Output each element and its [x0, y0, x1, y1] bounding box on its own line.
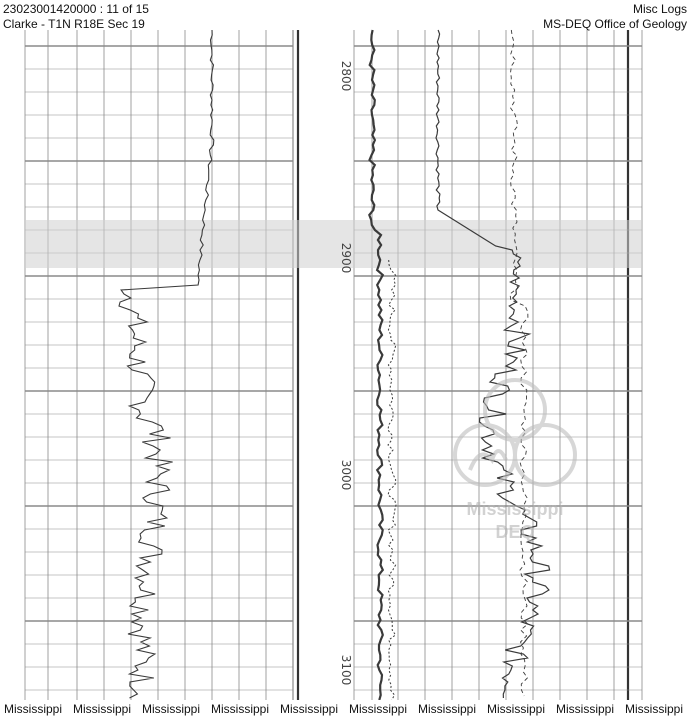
right-track-dotted-curve	[388, 260, 396, 700]
footer-word: Mississippi	[142, 702, 201, 716]
agency-label: MS-DEQ Office of Geology	[543, 17, 687, 31]
depth-label-2800	[339, 61, 353, 92]
watermark-line1: Mississippi	[466, 499, 564, 519]
svg-text:2800: 2800	[339, 60, 353, 92]
right-track-thick-curve	[369, 30, 383, 700]
svg-text:3000: 3000	[339, 459, 353, 491]
log-grid	[25, 30, 642, 700]
svg-text:2900: 2900	[339, 242, 353, 274]
footer-word: Mississippi	[73, 702, 132, 716]
record-id: 23023001420000 : 11 of 15	[3, 2, 149, 16]
location-label: Clarke - T1N R18E Sec 19	[3, 17, 145, 31]
footer-word: Mississippi	[349, 702, 408, 716]
footer-word: Mississippi	[487, 702, 546, 716]
watermark-line2: DEQ	[495, 522, 535, 542]
footer-word: Mississippi	[625, 702, 684, 716]
footer-word: Mississippi	[4, 702, 63, 716]
footer-watermark-row	[0, 700, 690, 715]
footer-word: Mississippi	[418, 702, 477, 716]
watermark-logo	[455, 380, 575, 542]
footer-word: Mississippi	[280, 702, 339, 716]
svg-text:3100: 3100	[339, 654, 353, 686]
footer-word: Mississippi	[211, 702, 270, 716]
depth-label-2900	[339, 243, 353, 274]
depth-label-3000	[339, 460, 353, 491]
depth-label-3100	[339, 655, 353, 686]
shaded-depth-band	[25, 220, 642, 268]
footer-word: Mississippi	[556, 702, 615, 716]
log-traces	[119, 30, 550, 700]
log-type-label: Misc Logs	[632, 2, 687, 16]
